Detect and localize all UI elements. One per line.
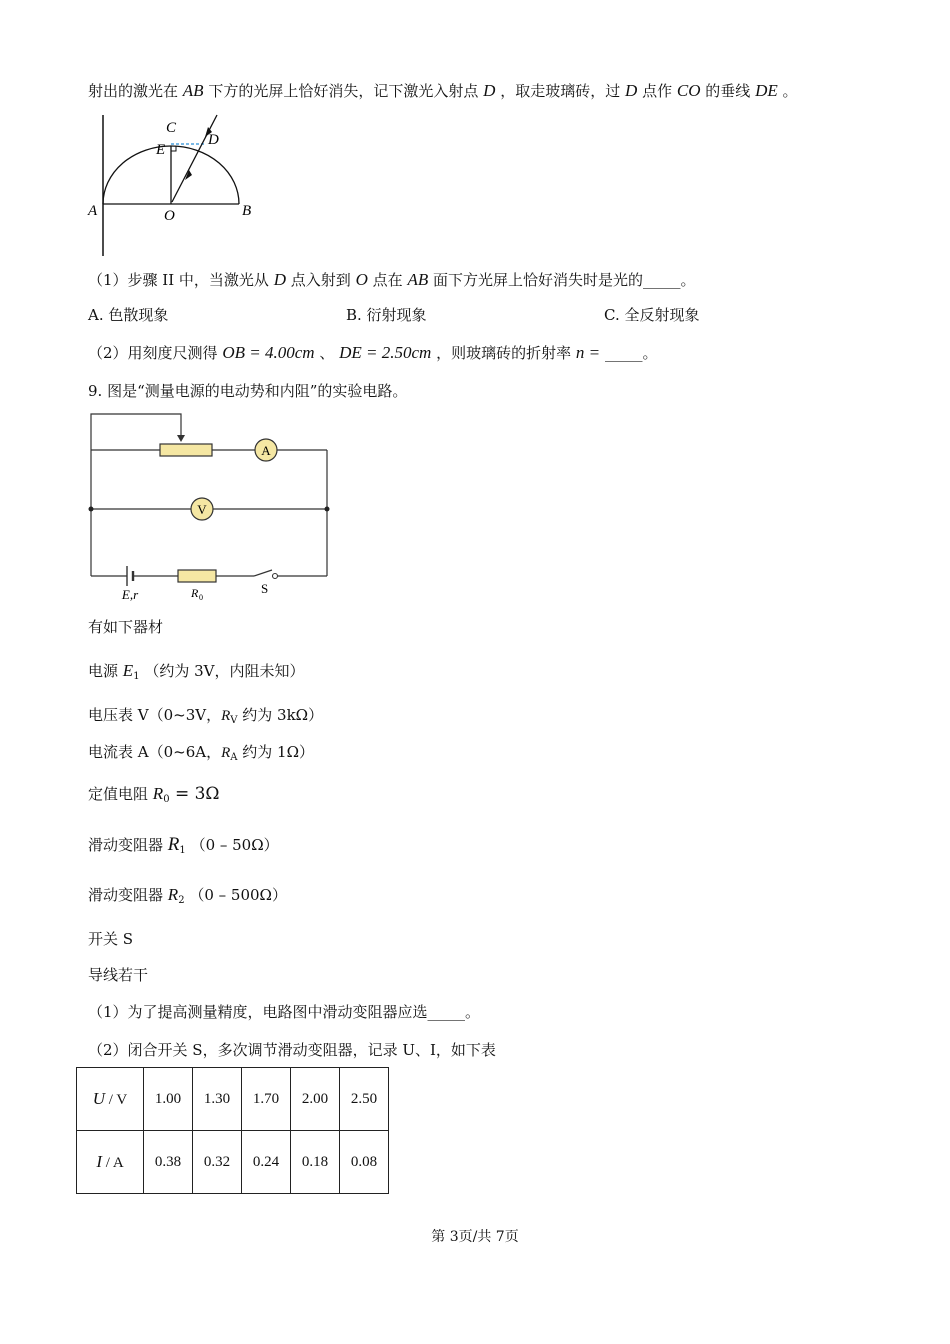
switch-contact	[273, 574, 278, 579]
subscript: 1	[133, 671, 140, 682]
subscript: 2	[178, 895, 185, 906]
intro-line	[88, 80, 798, 102]
math-r: R	[167, 885, 179, 904]
math-ab: AB	[407, 270, 429, 289]
table-cell: 0.08	[340, 1131, 389, 1194]
equipment-heading: 有如下器材	[88, 618, 164, 636]
data-table	[76, 1067, 389, 1194]
text: 滑动变阻器	[88, 886, 164, 904]
label-c: C	[166, 120, 177, 136]
subscript: V	[230, 715, 238, 726]
text: 面下方光屏上恰好消失时是光的_____。	[433, 271, 696, 289]
unit: / A	[101, 1155, 124, 1171]
text: 点作	[642, 82, 673, 100]
equipment-rheostat-1	[88, 834, 279, 862]
equipment-ammeter	[88, 741, 314, 769]
problem-9-title: 9. 图是“测量电源的电动势和内阻”的实验电路。	[88, 382, 408, 400]
switch-blade	[254, 570, 272, 576]
page-footer: 第 3页/共 7页	[431, 1229, 519, 1245]
label-e: E	[156, 142, 166, 158]
text: （2）用刻度尺测得	[88, 344, 218, 362]
question-9-1: （1）为了提高测量精度，电路图中滑动变阻器应选_____。	[88, 1003, 481, 1021]
math-de: DE	[755, 81, 778, 100]
circuit-diagram	[84, 408, 344, 608]
subscript: 1	[179, 845, 186, 856]
subscript: 0	[163, 794, 170, 805]
table-cell: 0.18	[291, 1131, 340, 1194]
fixed-resistor	[178, 570, 216, 582]
table-cell: 0.38	[144, 1131, 193, 1194]
question-9-2: （2）闭合开关 S，多次调节滑动变阻器，记录 U、I，如下表	[88, 1041, 496, 1059]
math-r: R	[167, 834, 180, 855]
resistor-label: R	[191, 586, 199, 600]
math-ab: AB	[182, 81, 204, 100]
equipment-wires: 导线若干	[88, 966, 149, 984]
laser-ray	[172, 115, 217, 202]
battery-label: E,r	[121, 587, 139, 602]
text: （0 – 50Ω）	[190, 836, 279, 854]
math-i: I	[96, 1152, 102, 1171]
math-d: D	[483, 81, 496, 100]
label-a: A	[88, 203, 98, 219]
label-o: O	[164, 208, 175, 224]
option-c: C. 全反射现象	[604, 306, 700, 324]
table-cell: 2.50	[340, 1068, 389, 1131]
text: 点在	[372, 271, 403, 289]
text: 约为 1Ω）	[237, 743, 315, 761]
right-angle-mark	[171, 146, 176, 151]
i-header	[77, 1131, 144, 1194]
junction-dot	[325, 507, 330, 512]
math-o: O	[355, 270, 368, 289]
resistor-subscript: 0	[199, 593, 203, 602]
slider-arrow-icon	[177, 435, 185, 442]
table-row	[77, 1068, 389, 1131]
label-b: B	[242, 203, 252, 219]
wire	[91, 414, 181, 509]
voltmeter-label: V	[197, 502, 207, 517]
table-cell: 1.00	[144, 1068, 193, 1131]
table-row	[77, 1131, 389, 1194]
equipment-source	[88, 660, 305, 688]
question-1	[88, 269, 696, 291]
text: 电压表 V（0~3V，	[88, 706, 222, 724]
equipment-voltmeter	[88, 704, 323, 732]
math-d: D	[273, 270, 286, 289]
text: _____。	[604, 344, 658, 362]
text: 电源	[88, 662, 119, 680]
u-header	[77, 1068, 144, 1131]
math-r: R	[221, 708, 231, 724]
math-d: D	[625, 81, 638, 100]
text: ，取走玻璃砖，过	[500, 82, 621, 100]
math-ob: OB = 4.00cm	[222, 343, 315, 362]
text: 约为 3kΩ）	[237, 706, 324, 724]
text: （0 – 500Ω）	[189, 886, 287, 904]
math-de: DE = 2.50cm	[339, 343, 432, 362]
math-r: R	[152, 784, 164, 803]
ammeter-label: A	[261, 443, 271, 458]
text: 。	[782, 82, 798, 100]
table-cell: 1.30	[193, 1068, 242, 1131]
table-cell: 0.32	[193, 1131, 242, 1194]
table-cell: 0.24	[242, 1131, 291, 1194]
text: = 3Ω	[169, 784, 220, 804]
text: 定值电阻	[88, 785, 149, 803]
equipment-fixed-resistor	[88, 783, 220, 811]
math-r: R	[221, 745, 231, 761]
equipment-switch: 开关 S	[88, 930, 134, 948]
text: 点入射到	[290, 271, 351, 289]
option-b: B. 衍射现象	[346, 306, 427, 324]
text: 下方的光屏上恰好消失，记下激光入射点	[208, 82, 479, 100]
text: 射出的激光在	[88, 82, 179, 100]
glass-brick-diagram	[84, 110, 264, 260]
question-2	[88, 342, 657, 364]
rheostat	[160, 444, 212, 456]
text: ，则玻璃砖的折射率	[436, 344, 572, 362]
text: 的垂线	[705, 82, 751, 100]
text: 滑动变阻器	[88, 836, 164, 854]
math-e: E	[122, 661, 134, 680]
table-cell: 2.00	[291, 1068, 340, 1131]
subscript: A	[230, 752, 238, 763]
text: 、	[319, 344, 335, 362]
math-u: U	[92, 1089, 106, 1108]
switch-label: S	[261, 581, 269, 596]
text: （约为 3V，内阻未知）	[144, 662, 305, 680]
math-n: n =	[575, 343, 601, 362]
unit: / V	[105, 1092, 128, 1108]
equipment-rheostat-2	[88, 884, 287, 912]
text: （1）步骤 II 中，当激光从	[88, 271, 269, 289]
text: 电流表 A（0~6A，	[88, 743, 222, 761]
math-co: CO	[676, 81, 701, 100]
option-a: A. 色散现象	[88, 306, 169, 324]
table-cell: 1.70	[242, 1068, 291, 1131]
junction-dot	[89, 507, 94, 512]
label-d: D	[208, 132, 219, 148]
